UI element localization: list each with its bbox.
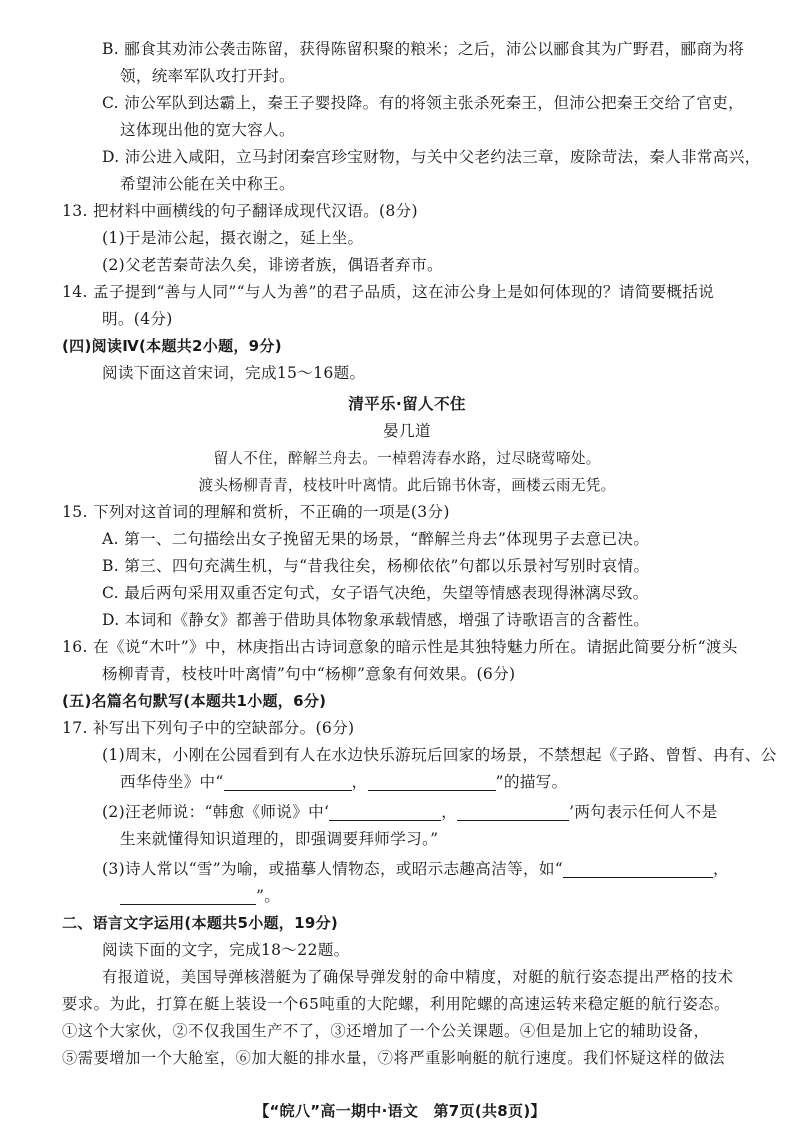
passage-line-2: 要求。为此，打算在艇上装设一个65吨重的大陀螺，利用陀螺的高速运转来稳定艇的航行姿态。: [62, 995, 730, 1013]
q13-sentence-1: (1)于是沛公起，摄衣谢之，延上坐。: [102, 229, 364, 247]
q15-stem: 15. 下列对这首词的理解和赏析，不正确的一项是(3分): [62, 503, 450, 521]
q17-part1-prefix: 西华侍坐》中“: [120, 773, 224, 791]
q14-line2: 明。(4分): [102, 310, 173, 328]
section4-heading: (四)阅读Ⅳ(本题共2小题，9分): [62, 337, 282, 355]
poem-line-1: 留人不住，醉解兰舟去。一棹碧涛春水路，过尽晓莺啼处。: [213, 450, 601, 467]
passage-line-3: ①这个大家伙，②不仅我国生产不了，③还增加了一个公关课题。④但是加上它的辅助设备，: [62, 1022, 710, 1040]
q12-option-d-line1: D. 沛公进入咸阳，立马封闭秦宫珍宝财物，与关中父老约法三章，废除苛法，秦人非常高兴，: [102, 148, 761, 166]
q13-sentence-2: (2)父老苦秦苛法久矣，诽谤者族，偶语者弃市。: [102, 256, 443, 274]
q12-option-b-line1: B. 郦食其劝沛公袭击陈留，获得陈留积聚的粮米；之后，沛公以郦食其为广野君，郦商为将: [102, 40, 745, 58]
q17-part1-line2: [62, 769, 752, 796]
poem-author: 晏几道: [383, 422, 431, 440]
q17-part3-line2: [62, 883, 752, 910]
q17-blank-2[interactable]: [368, 772, 496, 791]
q16-line1: 16. 在《说“木叶”》中，林庚指出古诗词意象的暗示性是其独特魅力所在。请据此简要分析“渡头: [62, 638, 738, 656]
q17-part2-comma: ，: [441, 803, 458, 821]
q16-line2: 杨柳青青，枝枝叶叶离情”句中“杨柳”意象有何效果。(6分): [102, 665, 516, 683]
section4-intro: 阅读下面这首宋词，完成15～16题。: [102, 364, 366, 382]
q17-blank-1[interactable]: [224, 772, 352, 791]
q17-part2-suffix: ’两句表示任何人不是: [569, 803, 718, 821]
q17-part2-line1: [62, 799, 752, 826]
q13-stem: 13. 把材料中画横线的句子翻译成现代汉语。(8分): [62, 202, 418, 220]
q15-option-d: D. 本词和《静女》都善于借助具体物象承载情感，增强了诗歌语言的含蓄性。: [102, 611, 650, 629]
passage-line-4: ⑤需要增加一个大舱室，⑥加大艇的排水量，⑦将严重影响艇的航行速度。我们怀疑这样的做法: [62, 1049, 726, 1067]
poem-title: 清平乐·留人不住: [348, 395, 466, 413]
q12-option-b-line2: 领，统率军队攻打开封。: [120, 67, 295, 85]
q17-part2-line2: 生来就懂得知识道理的，即强调要拜师学习。”: [120, 830, 439, 848]
q12-option-c-line1: C. 沛公军队到达霸上，秦王子婴投降。有的将领主张杀死秦王，但沛公把秦王交给了官吏，: [102, 94, 745, 112]
page-footer: 【“皖八”高一期中·语文 第7页(共8页)】: [254, 1102, 546, 1120]
q12-option-c-line2: 这体现出他的宽大容人。: [120, 121, 295, 139]
q17-part1-comma: ，: [351, 773, 368, 791]
q17-part1-line1: (1)周末，小刚在公园看到有人在水边快乐游玩后回家的场景，不禁想起《子路、曾皙、冉有、公: [102, 746, 777, 764]
q15-option-c: C. 最后两句采用双重否定句式，女子语气决绝，失望等情感表现得淋漓尽致。: [102, 584, 649, 602]
section-two-heading: 二、语言文字运用(本题共5小题，19分): [62, 914, 339, 932]
passage-line-1: 有报道说，美国导弹核潜艇为了确保导弹发射的命中精度，对艇的航行姿态提出严格的技术: [102, 968, 734, 986]
q17-part3-prefix: (3)诗人常以“雪”为喻，或描摹人情物态，或昭示志趣高洁等，如“: [102, 860, 564, 878]
q17-blank-6[interactable]: [120, 886, 256, 905]
section5-heading: (五)名篇名句默写(本题共1小题，6分): [62, 692, 327, 710]
section-two-intro: 阅读下面的文字，完成18～22题。: [102, 941, 350, 959]
q15-option-a: A. 第一、二句描绘出女子挽留无果的场景，“醉解兰舟去”体现男子去意已决。: [102, 530, 650, 548]
q17-blank-4[interactable]: [457, 802, 569, 821]
q17-part2-prefix: (2)汪老师说：“韩愈《师说》中‘: [102, 803, 330, 821]
q14-line1: 14. 孟子提到“善与人同”“与人为善”的君子品质，这在沛公身上是如何体现的？请简要概括说: [62, 283, 715, 301]
q17-blank-3[interactable]: [329, 802, 441, 821]
q17-part1-suffix: ”的描写。: [495, 773, 568, 791]
poem-line-2: 渡头杨柳青青，枝枝叶叶离情。此后锦书休寄，画楼云雨无凭。: [198, 477, 616, 494]
q12-option-d-line2: 希望沛公能在关中称王。: [120, 175, 295, 193]
q17-stem: 17. 补写出下列句子中的空缺部分。(6分): [62, 719, 355, 737]
q15-option-b: B. 第三、四句充满生机，与“昔我往矣，杨柳依依”句都以乐景衬写别时哀情。: [102, 557, 650, 575]
q17-part3-comma: ，: [713, 860, 729, 878]
q17-blank-5[interactable]: [563, 859, 713, 878]
q17-part3-line1: [62, 856, 752, 883]
q17-part3-suffix: ”。: [256, 887, 281, 905]
